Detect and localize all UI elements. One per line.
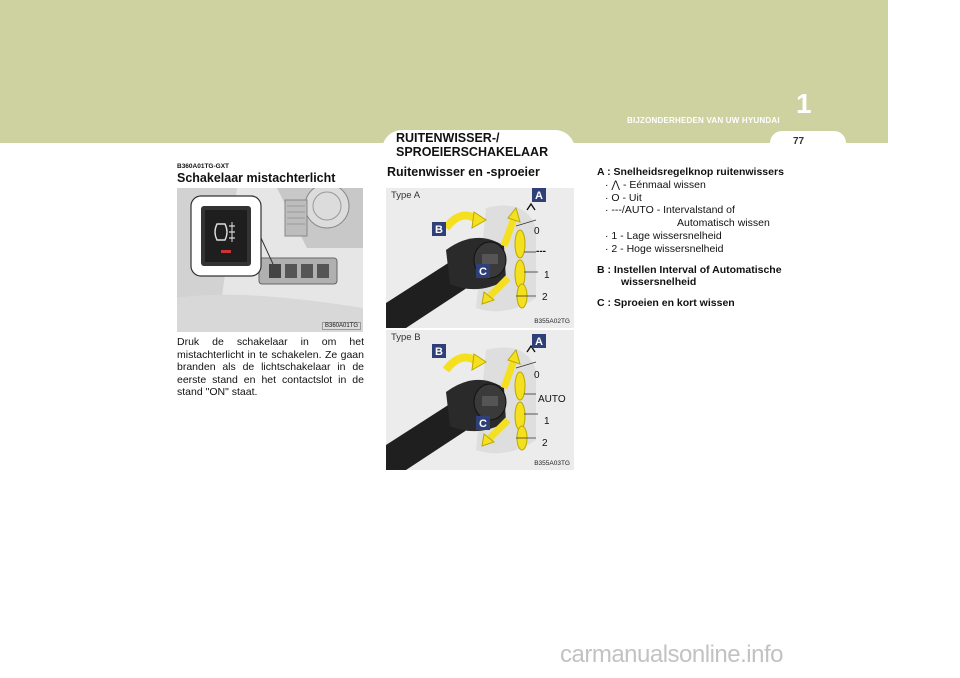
legend-a-item5: · 2 - Hoge wissersnelheid <box>605 242 724 255</box>
pos-1: 1 <box>544 416 550 427</box>
label-a: A <box>535 190 543 202</box>
legend-a-item3-cont: Automatisch wissen <box>677 217 770 230</box>
fog-light-body: Druk de schakelaar in om het mistachterlicht in te schakelen. Ze gaan branden als de lichtschakelaar in de eerste stand en het contactslot in de stand "ON" staat. <box>177 336 364 398</box>
header-band <box>0 0 960 143</box>
chapter-number: 1 <box>796 88 812 119</box>
label-c: C <box>479 418 487 430</box>
legend-b-heading: B : Instellen Interval of Automatische <box>597 263 782 276</box>
type-b-label: Type B <box>391 332 421 343</box>
wiper-stalk-illustration-b <box>386 330 574 470</box>
type-a-code: B355A02TG <box>534 318 570 325</box>
fog-light-image <box>177 188 363 332</box>
label-b: B <box>435 224 443 236</box>
wiper-figure-type-b <box>386 330 574 470</box>
section-title-line2: SPROEIERSCHAKELAAR <box>396 145 549 159</box>
section-title-line1: RUITENWISSER-/ <box>396 131 500 145</box>
pos-0: 0 <box>534 226 540 237</box>
dashboard-illustration <box>177 188 363 332</box>
pos-auto: AUTO <box>538 394 566 405</box>
pos-2: 2 <box>542 438 548 449</box>
legend-a-item1: · ⋀ - Eénmaal wissen <box>605 178 706 191</box>
legend-c-heading: C : Sproeien en kort wissen <box>597 297 735 310</box>
chapter-title: BIJZONDERHEDEN VAN UW HYUNDAI <box>627 116 780 125</box>
wiper-legend <box>597 166 784 310</box>
type-a-label: Type A <box>391 190 421 201</box>
legend-a-heading: A : Snelheidsregelknop ruitenwissers <box>597 166 784 178</box>
section-title <box>396 131 548 159</box>
label-b: B <box>435 346 443 358</box>
type-b-code: B355A03TG <box>534 460 570 467</box>
label-a: A <box>535 336 543 348</box>
page-number-tab <box>770 131 846 155</box>
legend-a-item4: · 1 - Lage wissersnelheid <box>605 229 722 242</box>
wiper-stalk-illustration-a <box>386 188 574 328</box>
pos-interval: --- <box>536 246 546 257</box>
wiper-heading: Ruitenwisser en -sproeier <box>387 165 540 179</box>
pos-1: 1 <box>544 270 550 281</box>
legend-a-item2: · O - Uit <box>605 191 642 204</box>
legend-a-item3: · ---/AUTO - Intervalstand of <box>605 204 735 217</box>
legend-b-heading-cont: wissersnelheid <box>621 276 697 289</box>
label-c: C <box>479 266 487 278</box>
pos-2: 2 <box>542 292 548 303</box>
pos-0: 0 <box>534 370 540 381</box>
wiper-figure-type-a <box>386 188 574 328</box>
fog-image-code: B360A01TG <box>322 322 361 330</box>
watermark: carmanualsonline.info <box>560 641 783 668</box>
header-band-gap <box>888 0 960 143</box>
ref-code: B360A01TG-GXT <box>177 163 230 170</box>
page-number: 77 <box>793 136 805 147</box>
fog-light-heading: Schakelaar mistachterlicht <box>177 171 336 185</box>
